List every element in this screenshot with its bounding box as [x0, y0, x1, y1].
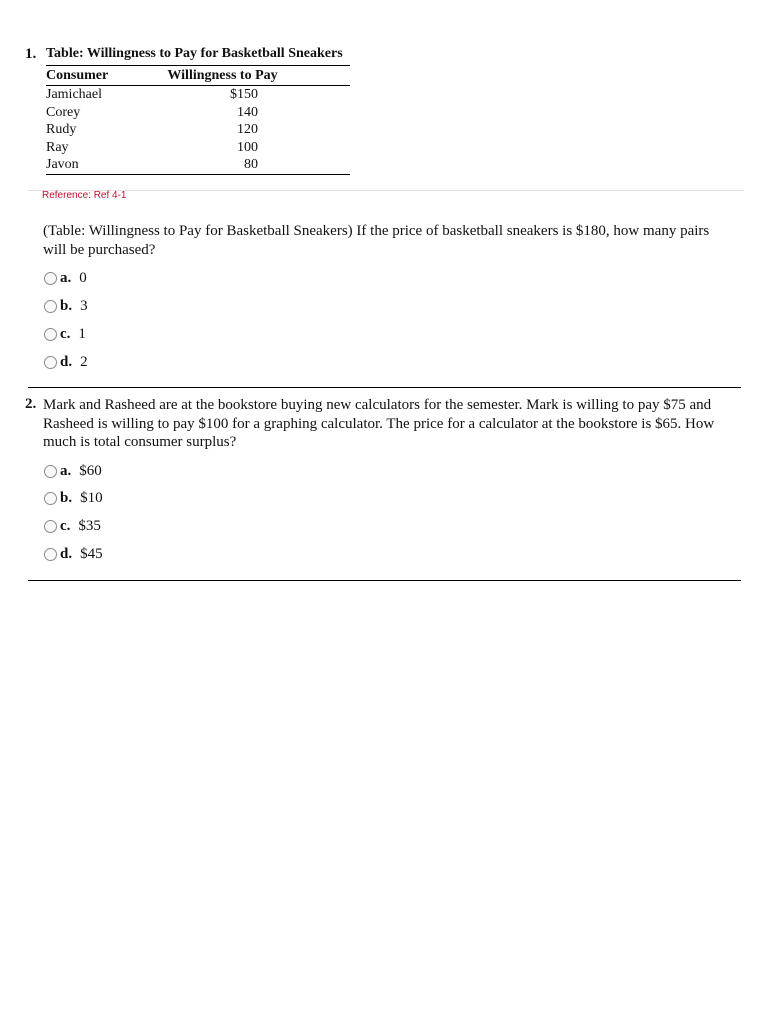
question-2-option-b[interactable]	[44, 488, 103, 508]
option-text: 1	[78, 325, 86, 342]
figure-title: Table: Willingness to Pay for Basketball Sneakers	[46, 46, 343, 61]
option-letter: a.	[60, 269, 72, 286]
table-row	[46, 156, 350, 174]
willingness-value: 120	[237, 122, 258, 138]
willingness-value: 80	[244, 157, 258, 173]
radio-button-icon[interactable]	[44, 465, 57, 478]
willingness-value: $150	[230, 87, 258, 102]
radio-button-icon[interactable]	[44, 492, 57, 505]
question-2-number: 2.	[25, 396, 37, 412]
question-2-option-c[interactable]	[44, 516, 101, 536]
option-text: $35	[78, 517, 101, 534]
option-text: $10	[80, 489, 103, 506]
wtp-figure	[46, 45, 350, 175]
reference-divider	[28, 190, 744, 191]
consumer-name: Jamichael	[46, 87, 102, 102]
table-row	[46, 104, 350, 122]
table-row	[46, 139, 350, 157]
question-1-option-b[interactable]	[44, 296, 88, 316]
radio-button-icon[interactable]	[44, 520, 57, 533]
willingness-value: 100	[237, 139, 258, 155]
table-header-row	[46, 66, 350, 86]
option-text: 2	[80, 353, 88, 370]
question-1-option-d[interactable]	[44, 352, 88, 372]
radio-button-icon[interactable]	[44, 328, 57, 341]
consumer-name: Rudy	[46, 122, 77, 138]
option-text: 3	[80, 297, 88, 314]
question-2-option-d[interactable]	[44, 544, 103, 564]
option-letter: b.	[60, 489, 73, 506]
option-letter: a.	[60, 462, 72, 479]
option-letter: c.	[60, 517, 71, 534]
question-2-text: Mark and Rasheed are at the bookstore buying new calculators for the semester. Mark is willing to pay $75 and Rasheed is willing to pay $100 for a graphing calculator. The price for a calculator at the bookstore is $65. How much is total consumer surplus?	[43, 397, 715, 450]
question-1-number: 1.	[25, 46, 37, 62]
question-2-option-a[interactable]	[44, 461, 102, 481]
consumer-name: Javon	[46, 157, 79, 173]
column-header-willingness: Willingness to Pay	[135, 66, 350, 86]
option-text: $60	[79, 462, 102, 479]
question-1-text: (Table: Willingness to Pay for Basketball Sneakers) If the price of basketball sneakers is $180, how many pairs will be purchased?	[43, 223, 710, 258]
option-letter: d.	[60, 353, 73, 370]
question-divider	[28, 580, 741, 581]
radio-button-icon[interactable]	[44, 272, 57, 285]
question-1-option-c[interactable]	[44, 324, 86, 344]
wtp-table	[46, 65, 350, 175]
option-text: $45	[80, 545, 103, 562]
option-letter: d.	[60, 545, 73, 562]
radio-button-icon[interactable]	[44, 356, 57, 369]
question-1-option-a[interactable]	[44, 268, 87, 288]
option-letter: c.	[60, 325, 71, 342]
option-text: 0	[79, 269, 87, 286]
table-row	[46, 86, 350, 104]
willingness-value: 140	[237, 104, 258, 120]
column-header-consumer: Consumer	[46, 66, 135, 86]
radio-button-icon[interactable]	[44, 548, 57, 561]
consumer-name: Ray	[46, 139, 69, 155]
option-letter: b.	[60, 297, 73, 314]
reference-label: Reference: Ref 4-1	[42, 190, 127, 201]
question-divider	[28, 387, 741, 388]
consumer-name: Corey	[46, 104, 81, 120]
table-row	[46, 121, 350, 139]
radio-button-icon[interactable]	[44, 300, 57, 313]
